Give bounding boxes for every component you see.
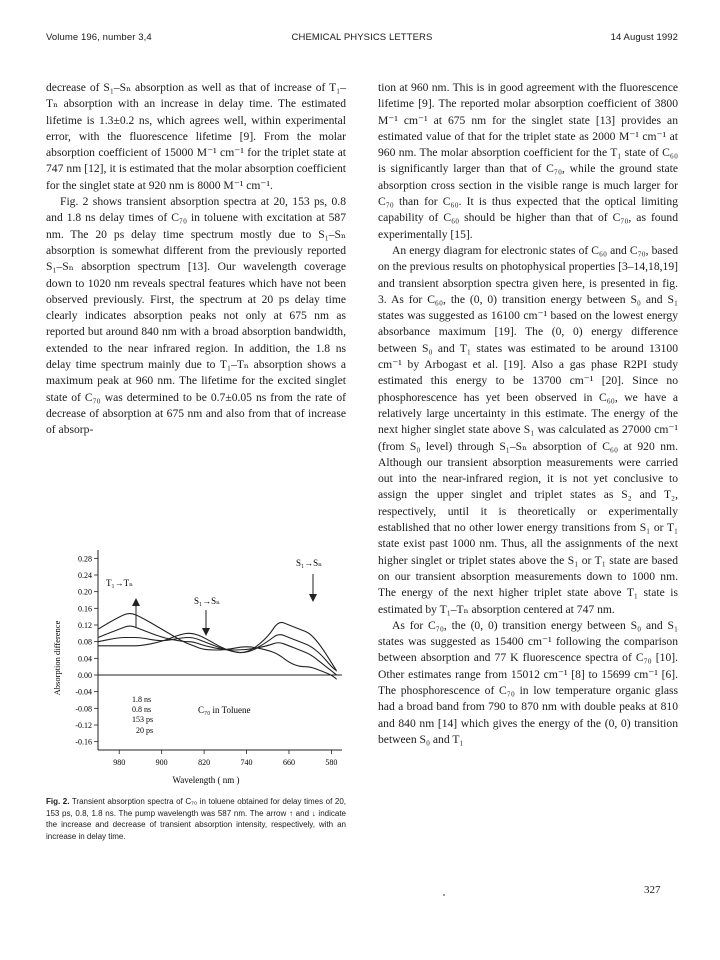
paragraph: An energy diagram for electronic states of C₆₀ and C₇₀, based on the previous results on photophysical properties [3–14,18,19] and transient absorption spectra given here, is presented in fig. 3. As for C₆₀, the (0, 0) transition energy between S₀ and S₁ states was suggested as 16100 cm⁻¹ based on the lowest energy absorbance maximum [19]. The (0, 0) energy difference between S₀ and T₁ states was estimated to be around 13100 cm⁻¹ by Arbogast et al. [19]. Also a gas phase R2PI study estimated this energy to be 13700 cm⁻¹ [20]. Since no phosphorescence has yet been observed in C₆₀, we have a relatively large uncertainty in this estimate. The energy of the next higher singlet state above S₁ was calculated as 27000 cm⁻¹ (from S₀ level) through S₁–Sₙ absorption of C₆₀ at 920 nm. Although our transient absorption measurements were carried out into the near-infrared region, it is not yet conclusive to assign the upper singlet and triplet states as S₂ and T₂, respectively, until it is theoretically or experimentally established that no other lower energy transitions from S₁ or T₁ state exist past 1000 nm. Thus, all the assignments of the next higher singlet or triplet states above the S₁ or T₁ state are based on our transient absorption measurements down to 1000 nm. The energy of the next higher triplet state above T₁ state is estimated by T₁–Tₙ absorption centered at 747 nm. [378, 243, 678, 616]
paragraph: tion at 960 nm. This is in good agreement with the fluorescence lifetime [9]. The reported molar absorption coefficient of 3800 M⁻¹ cm⁻¹ at 675 nm for the singlet state [13] provides an estimated value of that for the triplet state as 2000 M⁻¹ cm⁻¹ at 960 nm. The molar absorption coefficient for the T₁ state of C₆₀ is significantly larger than that of C₇₀, while the ground state absorption cross section in the visible range is much larger for C₇₀ than for C₆₀. It is thus expected that the optical limiting capability of C₆₀ should be higher than that of C₇₀, as found experimentally [15]. [378, 81, 678, 241]
arrow-down-icon [309, 574, 317, 602]
left-column [46, 80, 346, 439]
volume-info: Volume 196, number 3,4 [46, 32, 152, 43]
x-axis-label: Wavelength ( nm ) [172, 775, 240, 785]
paragraph: Fig. 2 shows transient absorption spectra at 20, 153 ps, 0.8 and 1.8 ns delay times of C₇₀ in toluene with excitation at 587 nm. The 20 ps delay time spectrum mostly due to S₁–Sₙ absorption is somewhat different from the previously reported S₁–Sₙ absorption spectrum [13]. Our wavelength coverage down to 1020 nm reveals spectral features which have not been observed previously. First, the spectrum at 20 ps delay time clearly indicates absorption peaks not only at 675 nm as reported but around 840 nm with a broad absorption bandwidth, extended to the near infrared region. In addition, the 1.8 ns delay time spectrum mainly due to T₁–Tₙ absorption shows a maximum peak at 960 nm. The lifetime for the excited singlet state of C₇₀ was determined to be 0.7±0.05 ns from the rate of decrease of absorption at 675 nm and also from that of increase of absorp- [46, 195, 346, 437]
page-mark [443, 894, 445, 896]
paragraph: decrease of S₁–Sₙ absorption as well as that of increase of T₁–Tₙ absorption with an increase in delay time. The estimated lifetime is 1.3±0.2 ns, which agrees well, within experimental error, with the fluorescence lifetime [9]. From the molar absorption coefficient of 15000 M⁻¹ cm⁻¹ for the triplet state at 747 nm [12], it is estimated that the molar absorption coefficient for the singlet state at 920 nm is 8000 M⁻¹ cm⁻¹. [46, 81, 346, 192]
arrow-down-icon [202, 610, 210, 636]
y-tick-label: 0.28 [78, 554, 92, 564]
annotation-ss-top: S₁→Sₙ [296, 558, 323, 568]
annotation-ss-mid: S₁→Sₙ [194, 596, 221, 606]
issue-date: 14 August 1992 [610, 32, 678, 43]
y-axis-label: Absorption difference [52, 620, 62, 696]
caption-text: Transient absorption spectra of C₇₀ in toluene obtained for delay times of 20, 153 ps, 0.8, 1.8 ns. The pump wavelength was 587 nm. The arrow ↑ and ↓ indicate the increase and decrease of transient absorption intensity, respectively, with an increase in delay time. [46, 797, 347, 841]
series-line-0.8ns [98, 626, 337, 675]
y-tick-label: -0.12 [75, 721, 92, 730]
y-tick-label: 0.16 [78, 604, 92, 614]
annotation-sample: C₇₀ in Toluene [198, 705, 251, 715]
page-number: 327 [644, 884, 661, 896]
paragraph: As for C₇₀, the (0, 0) transition energy between S₀ and S₁ states was suggested as 15400 cm⁻¹ following the comparison between absorption and 77 K fluorescence spectra of C₇₀ [10]. Other estimates range from 15012 cm⁻¹ [8] to 15699 cm⁻¹ [6]. The phosphorescence of C₇₀ in low temperature organic glass had a broad band from 790 to 870 nm with double peaks at 810 and 840 nm [14] which gives the energy of the (0, 0) transition between S₀ and T₁ [378, 618, 678, 746]
y-tick-label: 0.08 [78, 637, 92, 647]
delay-label-1.8ns: 1.8 ns [132, 695, 152, 704]
x-tick-label: 740 [240, 758, 253, 767]
y-tick-label: -0.04 [75, 687, 92, 697]
delay-label-0.8ns: 0.8 ns [132, 705, 152, 714]
y-tick-label: 0.24 [78, 571, 92, 580]
x-tick-label: 580 [325, 758, 338, 767]
caption-label: Fig. 2. [46, 797, 70, 806]
x-tick-label: 900 [155, 758, 168, 767]
y-tick-label: 0.00 [78, 671, 92, 680]
figure-caption [46, 796, 346, 842]
x-tick-label: 980 [113, 758, 126, 767]
y-tick-label: 0.04 [78, 654, 92, 664]
delay-label-153ps: 153 ps [132, 715, 154, 724]
annotation-tt: T₁→Tₙ [106, 578, 134, 588]
series-line-153ps [98, 635, 337, 671]
transient-absorption-chart [46, 538, 346, 788]
y-tick-label: -0.16 [75, 737, 92, 747]
arrow-up-icon [132, 598, 140, 628]
y-tick-label: -0.08 [75, 704, 92, 714]
right-column [378, 80, 678, 748]
x-tick-label: 660 [282, 758, 295, 767]
figure-2 [46, 538, 346, 788]
y-tick-label: 0.20 [78, 587, 92, 597]
y-tick-label: 0.12 [78, 621, 92, 630]
delay-label-20ps: 20 ps [136, 726, 154, 735]
journal-name: CHEMICAL PHYSICS LETTERS [291, 32, 433, 43]
x-tick-label: 820 [198, 758, 211, 767]
